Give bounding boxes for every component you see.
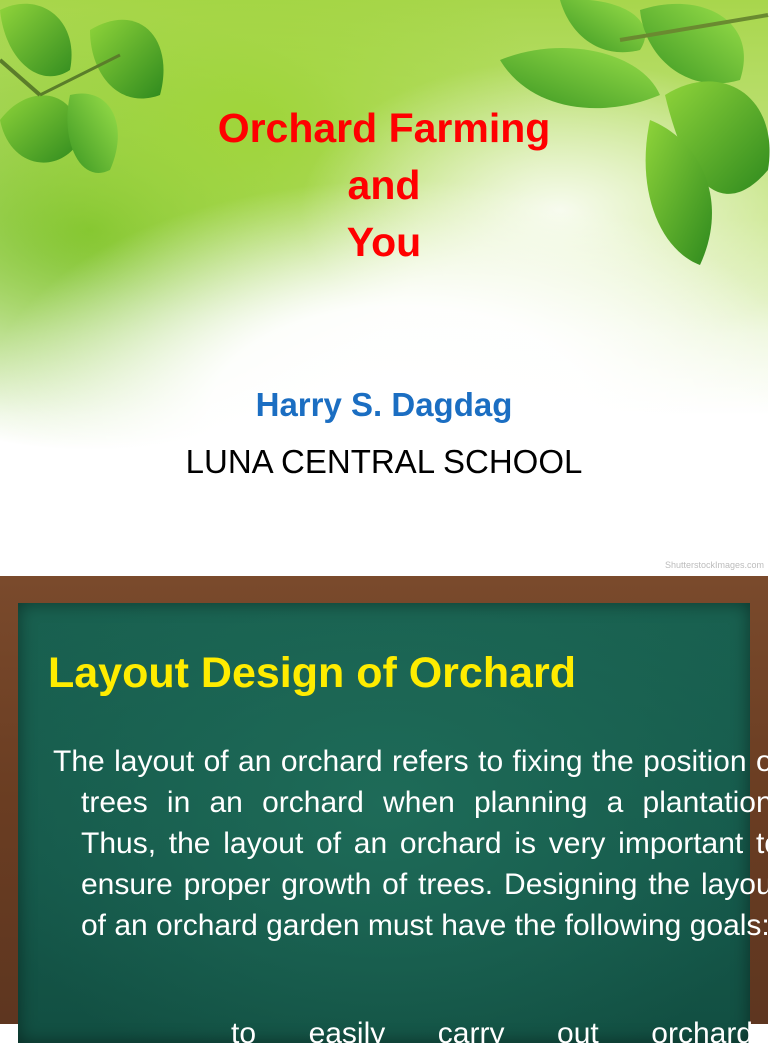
chalkboard-slide <box>0 576 781 1050</box>
board-next-line: to easily carry out orchard <box>231 1017 753 1050</box>
school-name: LUNA CENTRAL SCHOOL <box>185 443 583 480</box>
title-line-2: and <box>347 162 421 208</box>
slide-title <box>0 100 768 271</box>
board-title: Layout Design of Orchard <box>48 649 577 697</box>
watermark: ShutterstockImages.com <box>664 560 764 570</box>
chalkboard <box>18 603 781 1050</box>
board-paragraph <box>53 741 781 946</box>
author-name: Harry S. Dagdag <box>255 386 513 423</box>
title-line-1: Orchard Farming <box>217 105 551 151</box>
paragraph-text: The layout of an orchard refers to fixing the position of trees in an orchard when planning a plantation. Thus, the layout of an orchard is very important to ensure proper growth of trees. Designing the layout of an orchard garden must have the following goals: <box>53 745 781 942</box>
title-line-3: You <box>346 219 422 265</box>
